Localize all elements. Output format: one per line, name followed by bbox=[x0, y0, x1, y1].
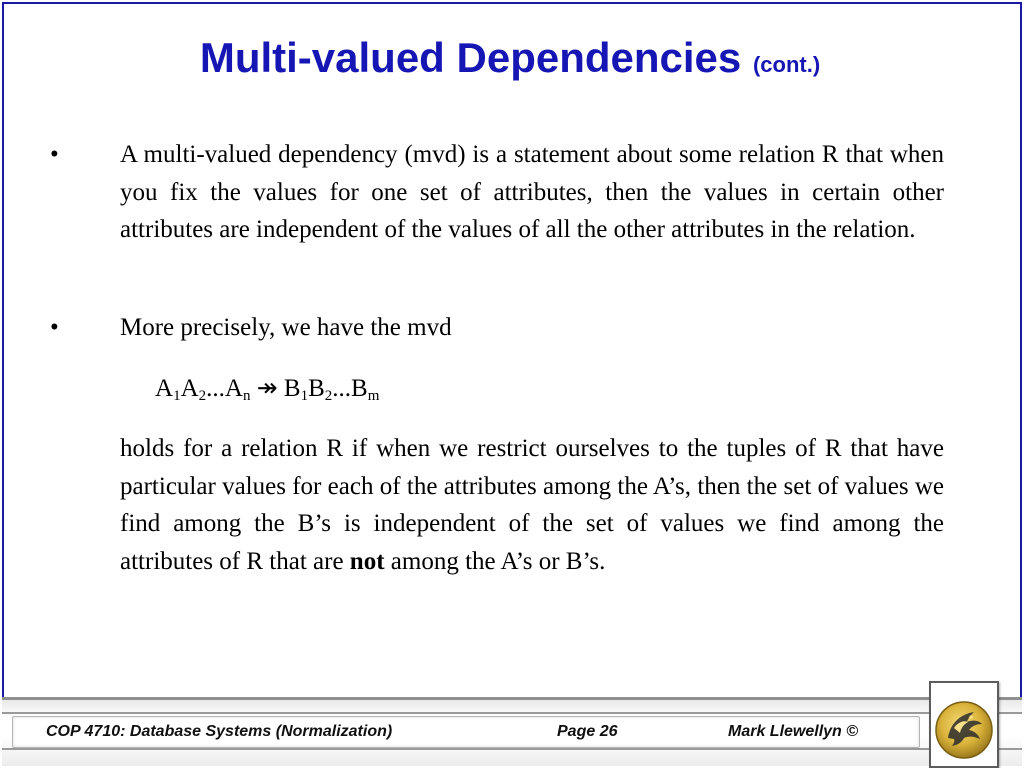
footer-rule bbox=[2, 712, 1022, 714]
formula-term: $B_2$ bbox=[308, 375, 333, 404]
footer-rule bbox=[2, 748, 1022, 750]
bullet-marker-1: • bbox=[50, 141, 59, 168]
multivalued-arrow: ↠ bbox=[256, 375, 278, 402]
footer-course: COP 4710: Database Systems (Normalization) bbox=[46, 723, 393, 740]
title-main: Multi-valued Dependencies bbox=[199, 34, 742, 81]
title-suffix: (cont.) bbox=[752, 52, 821, 77]
bullet-text-2: More precisely, we have the mvd bbox=[120, 314, 452, 341]
continuation-paragraph: holds for a relation R if when we restrict ourselves to the tuples of R that have particular values for each of the attributes among the A’s, then the set of values we find among the B’s is independent of the set of values we find among the attributes of R that are not among the A’s or B’s. bbox=[120, 435, 944, 575]
formula-rhs bbox=[284, 375, 379, 402]
mvd-formula bbox=[155, 370, 379, 408]
footer-author: Mark Llewellyn © bbox=[728, 723, 859, 740]
bullet-marker-2: • bbox=[50, 314, 59, 341]
formula-lhs bbox=[155, 375, 250, 402]
bullet-text-1: A multi-valued dependency (mvd) is a statement about some relation R that when you fix the values for one set of attributes, then the values in certain other attributes are independent of the values of all the other attributes in the relation. bbox=[120, 141, 944, 243]
formula-term: $B_1$ bbox=[283, 375, 309, 404]
footer-page-number: Page 26 bbox=[557, 723, 618, 740]
formula-term: $...A_n$ bbox=[206, 375, 251, 404]
formula-term: $A_2$ bbox=[180, 375, 207, 404]
slide-title bbox=[0, 30, 1020, 93]
formula-term: $A_1$ bbox=[155, 375, 181, 404]
pegasus-logo-icon bbox=[934, 698, 994, 762]
formula-term: $...B_m$ bbox=[332, 375, 380, 404]
ucf-logo-tile bbox=[929, 681, 999, 768]
emphasis-not: not bbox=[349, 547, 385, 575]
